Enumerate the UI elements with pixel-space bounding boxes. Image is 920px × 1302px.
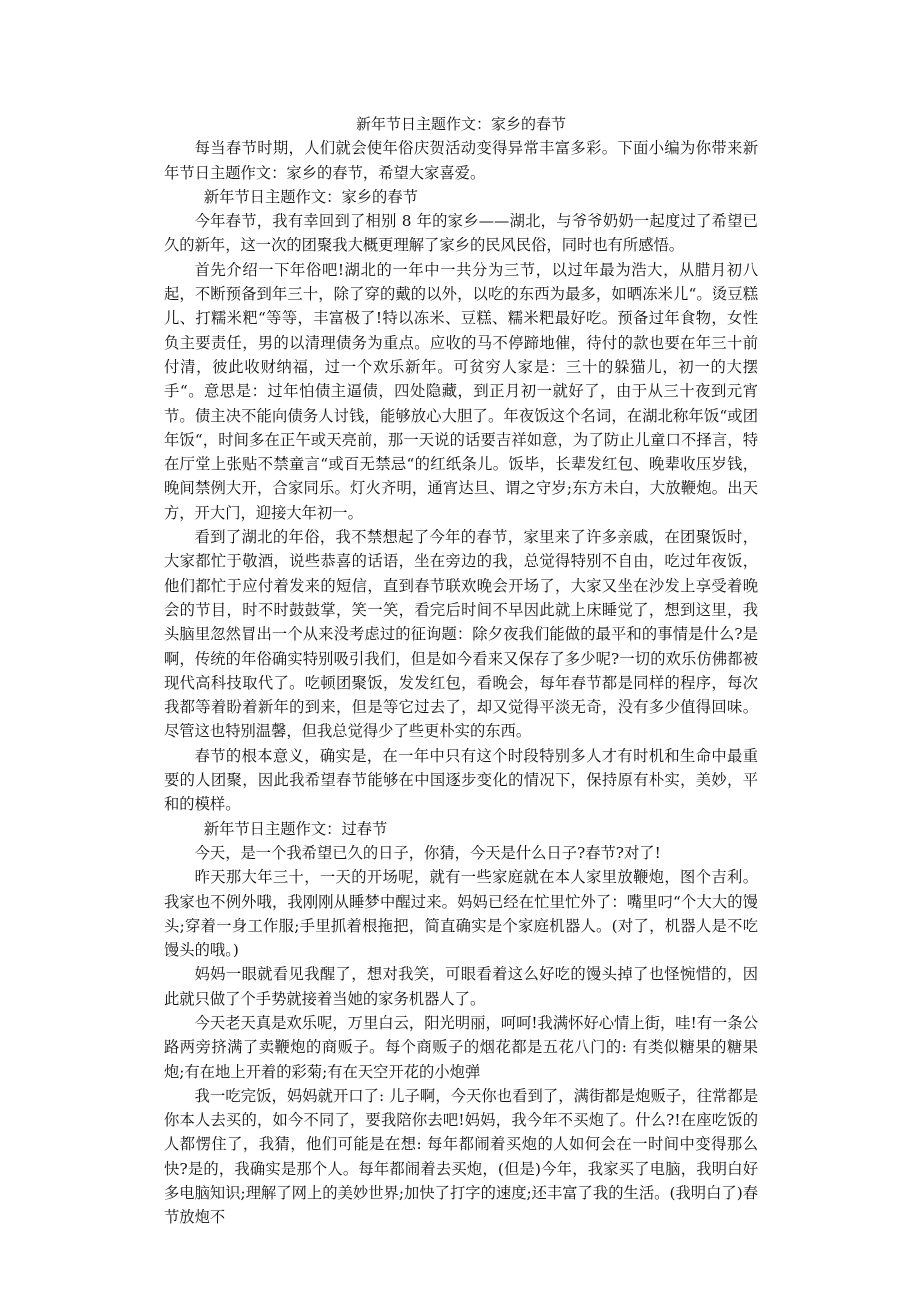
- body-paragraph: 今天老天真是欢乐呢，万里白云，阳光明丽，呵呵!我满怀好心情上街，哇!有一条公路两旁挤满了卖鞭炮的商贩子。每个商贩子的烟花都是五花八门的: 有类似糖果的糖果炮;有在地上开着的彩菊;有在天空开花的小炮弹: [164, 1013, 758, 1081]
- body-paragraph: 首先介绍一下年俗吧!湖北的一年中一共分为三节，以过年最为浩大，从腊月初八起，不断预备到年三十，除了穿的戴的以外，以吃的东西为最多，如晒冻米儿“。烫豆糕儿、打糯米粑“等等，丰富极了!特以冻米、豆糕、糯米粑最好吃。预备过年食物，女性负主要责任，男的以清理债务为重点。应收的马不停蹄地催，待付的款也要在年三十前付清，彼此收财纳福，过一个欢乐新年。可贫穷人家是：三十的躲猫儿，初一的大摆手“。意思是：过年怕债主逼债，四处隐藏，到正月初一就好了，由于从三十夜到元宵节。债主决不能向债务人讨钱，能够放心大胆了。年夜饭这个名词，在湖北称年饭“或团年饭“，时间多在正午或天亮前，那一天说的话要吉祥如意，为了防止儿童口不择言，特在厅堂上张贴不禁童言“或百无禁忌“的红纸条儿。饭毕，长辈发红包、晚辈收压岁钱，晚间禁例大开，合家同乐。灯火齐明，通宵达旦、谓之守岁;东方未白，大放鞭炮。出天方，开大门，迎接大年初一。: [164, 260, 758, 522]
- body-paragraph: 昨天那大年三十，一天的开场呢，就有一些家庭就在本人家里放鞭炮，图个吉利。我家也不例外哦，我刚刚从睡梦中醒过来。妈妈已经在忙里忙外了：嘴里叼“个大大的馒头;穿着一身工作服;手里抓着根拖把，简直确实是个家庭机器人。(对了，机器人是不吃馒头的哦。): [164, 868, 758, 960]
- section-heading: 新年节日主题作文：家乡的春节: [203, 187, 418, 206]
- body-paragraph: 今天，是一个我希望已久的日子，你猜，今天是什么日子?春节?对了!: [194, 843, 661, 862]
- section-heading: 新年节日主题作文：过春节: [203, 819, 388, 838]
- body-paragraph: 看到了湖北的年俗，我不禁想起了今年的春节，家里来了许多亲戚，在团聚饭时，大家都忙于敬酒，说些恭喜的话语，坐在旁边的我，总觉得特别不自由，吃过年夜饭，他们都忙于应付着发来的短信，直到春节联欢晚会开场了，大家又坐在沙发上享受着晚会的节目，时不时鼓鼓掌，笑一笑，看完后时间不早因此就上床睡觉了，想到这里，我头脑里忽然冒出一个从来没考虑过的征询题：除夕夜我们能做的最平和的事情是什么?是啊，传统的年俗确实特别吸引我们，但是如今看来又保存了多少呢?一切的欢乐仿佛都被现代高科技取代了。吃顿团聚饭，发发红包，看晚会，每年春节都是同样的程序，每次我都等着盼着新年的到来，但是等它过去了，却又觉得平淡无奇，没有多少值得回味。尽管这也特别温馨，但我总觉得少了些更朴实的东西。: [164, 528, 758, 741]
- body-paragraph: 妈妈一眼就看见我醒了，想对我笑，可眼看着这么好吃的馒头掉了也怪惋惜的，因此就只做了个手势就接着当她的家务机器人了。: [164, 965, 758, 1008]
- body-paragraph: 每当春节时期，人们就会使年俗庆贺活动变得异常丰富多彩。下面小编为你带来新年节日主题作文：家乡的春节，希望大家喜爱。: [164, 139, 758, 182]
- paragraph-list: [164, 136, 758, 1229]
- document-body: [164, 112, 758, 1230]
- body-paragraph: 我一吃完饭，妈妈就开口了: 儿子啊，今天你也看到了，满街都是炮贩子，往常都是你本人去买的，如今不同了，要我陪你去吧!妈妈，我今年不买炮了。什么?!在座吃饭的人都愣住了，我猜，他们可能是在想: 每年都闹着买炮的人如何会在一时间中变得那么快?是的，我确实是那个人。每年都闹着去买炮，(但是)今年，我家买了电脑，我明白好多电脑知识;理解了网上的美妙世界;加快了打字的速度;还丰富了我的生活。(我明白了)春节放炮不: [164, 1086, 758, 1227]
- body-paragraph: 春节的根本意义，确实是，在一年中只有这个时段特别多人才有时机和生命中最重要的人团聚，因此我希望春节能够在中国逐步变化的情况下，保持原有朴实，美妙，平和的模样。: [164, 746, 758, 814]
- body-paragraph: 今年春节，我有幸回到了相别 8 年的家乡——湖北，与爷爷奶奶一起度过了希望已久的新年，这一次的团聚我大概更理解了家乡的民风民俗，同时也有所感悟。: [164, 212, 758, 255]
- document-title: 新年节日主题作文：家乡的春节: [355, 115, 566, 133]
